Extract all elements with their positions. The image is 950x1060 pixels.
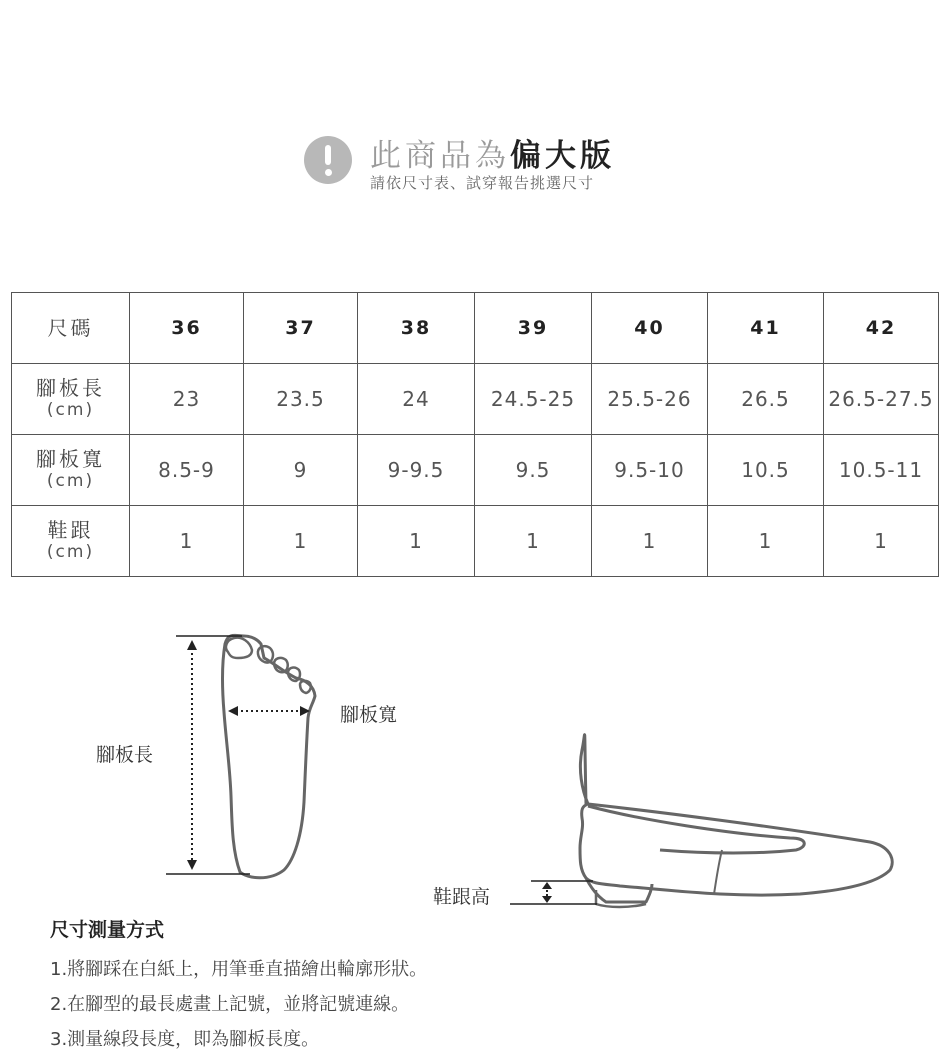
row-unit: (cm)	[46, 471, 95, 491]
value-cell: 10.5	[708, 435, 824, 506]
size-cell: 38	[358, 293, 475, 364]
row-label: 腳板寬	[36, 447, 105, 471]
row-label-cell	[12, 435, 130, 506]
heel-height-label: 鞋跟高	[433, 886, 491, 908]
size-notice	[304, 130, 644, 200]
measurement-instructions	[50, 915, 427, 1057]
foot-width-guide	[228, 706, 310, 716]
shoe-drawing	[560, 790, 910, 920]
value-cell: 23.5	[244, 364, 358, 435]
value-cell: 1	[475, 506, 592, 577]
size-cell: 40	[592, 293, 708, 364]
value-cell: 8.5-9	[130, 435, 244, 506]
size-cell: 36	[130, 293, 244, 364]
table-row-sizes	[12, 293, 939, 364]
value-cell: 1	[130, 506, 244, 577]
exclamation-circle-icon	[304, 136, 352, 184]
value-cell: 23	[130, 364, 244, 435]
size-cell: 42	[824, 293, 939, 364]
value-cell: 10.5-11	[824, 435, 939, 506]
row-label: 腳板長	[36, 376, 105, 400]
value-cell: 1	[244, 506, 358, 577]
size-table	[11, 292, 939, 577]
foot-length-label: 腳板長	[96, 744, 154, 766]
value-cell: 9-9.5	[358, 435, 475, 506]
value-cell: 24	[358, 364, 475, 435]
header-label-cell: 尺碼	[12, 293, 130, 364]
notice-title-light: 此商品為	[370, 138, 510, 174]
value-cell: 9	[244, 435, 358, 506]
foot-outline-icon	[223, 635, 315, 877]
row-label: 鞋跟	[47, 518, 94, 542]
foot-length-guide	[166, 636, 250, 874]
value-cell: 1	[592, 506, 708, 577]
table-row-foot-length	[12, 364, 939, 435]
value-cell: 25.5-26	[592, 364, 708, 435]
instruction-step: 2.在腳型的最長處畫上記號，並將記號連線。	[50, 994, 410, 1015]
value-cell: 26.5-27.5	[824, 364, 939, 435]
table-row-foot-width	[12, 435, 939, 506]
value-cell: 1	[708, 506, 824, 577]
value-cell: 24.5-25	[475, 364, 592, 435]
notice-subtitle: 請依尺寸表、試穿報告挑選尺寸	[370, 174, 595, 192]
table-row-heel	[12, 506, 939, 577]
notice-title-bold: 偏大版	[510, 138, 615, 174]
instruction-step: 3.測量線段長度，即為腳板長度。	[50, 1029, 320, 1050]
row-label-cell	[12, 364, 130, 435]
size-cell: 41	[708, 293, 824, 364]
instructions-title: 尺寸測量方式	[50, 919, 165, 941]
instruction-step: 1.將腳踩在白紙上，用筆垂直描繪出輪廓形狀。	[50, 959, 428, 980]
row-unit: (cm)	[46, 542, 95, 562]
value-cell: 26.5	[708, 364, 824, 435]
value-cell: 9.5-10	[592, 435, 708, 506]
foot-width-label: 腳板寬	[340, 704, 398, 726]
value-cell: 9.5	[475, 435, 592, 506]
size-cell: 37	[244, 293, 358, 364]
row-label-cell	[12, 506, 130, 577]
value-cell: 1	[358, 506, 475, 577]
value-cell: 1	[824, 506, 939, 577]
row-unit: (cm)	[46, 400, 95, 420]
heel-height-guide	[505, 878, 600, 910]
notice-title	[370, 130, 615, 175]
size-cell: 39	[475, 293, 592, 364]
